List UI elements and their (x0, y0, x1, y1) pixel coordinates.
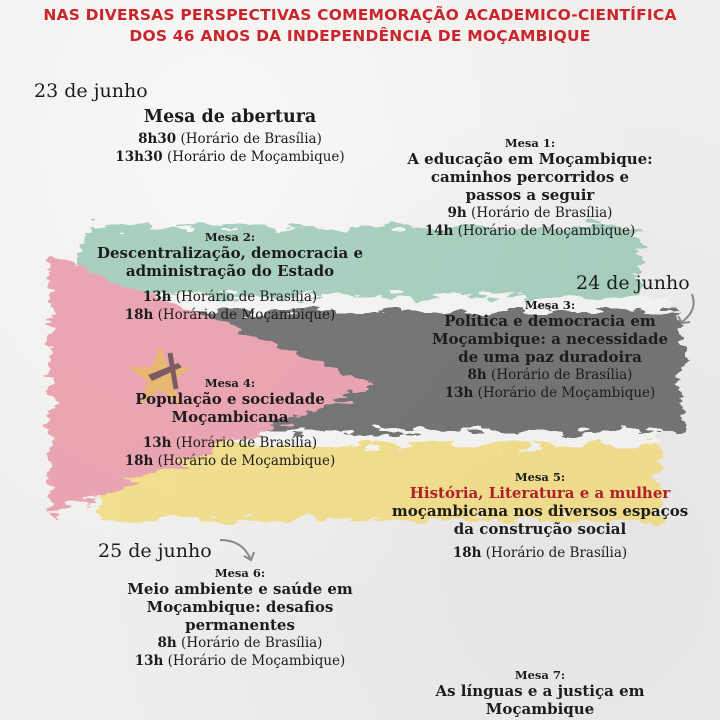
session-title-line: Moçambique: desafios (146, 598, 334, 616)
session-time-mocambique: 13h (Horário de Moçambique) (444, 385, 656, 401)
session-title-line: Moçambique (485, 700, 595, 718)
session-label: Mesa 1: (504, 136, 556, 150)
session-time-brasilia: 9h (Horário de Brasília) (447, 205, 613, 221)
session-title-line: População e sociedade (135, 390, 325, 408)
session-label: Mesa 6: (214, 566, 266, 580)
session-time-mocambique: 18h (Horário de Moçambique) (124, 307, 336, 323)
session-title-line: caminhos percorridos e (430, 168, 630, 186)
session-title-line: Meio ambiente e saúde em (127, 580, 353, 598)
session-title: Mesa de abertura (143, 107, 317, 127)
date-day-1: 23 de junho (34, 80, 148, 102)
session-title-line: Moçambique: a necessidade (431, 330, 669, 348)
session-time-brasilia: 13h (Horário de Brasília) (142, 435, 318, 451)
date-day-2: 24 de junho (576, 272, 690, 294)
session-mesa-2 (80, 230, 380, 324)
session-time-brasilia: 13h (Horário de Brasília) (142, 289, 318, 305)
session-title-line: A educação em Moçambique: (407, 150, 653, 168)
session-title-line: Política e democracia em (444, 312, 656, 330)
session-title-line: História, Literatura e a mulher (409, 484, 671, 502)
session-time-brasilia: 8h (Horário de Brasília) (467, 367, 633, 383)
session-mesa-1 (380, 136, 680, 240)
session-time-brasilia: 8h (Horário de Brasília) (157, 635, 323, 651)
session-title-line: Moçambicana (171, 408, 289, 426)
session-title-line: permanentes (185, 616, 295, 634)
header-line-2: DOS 46 ANOS DA INDEPENDÊNCIA DE MOÇAMBIQUE (129, 27, 591, 45)
session-abertura (110, 106, 350, 166)
session-time-mocambique: 13h30 (Horário de Moçambique) (115, 149, 345, 165)
session-mesa-7 (400, 668, 680, 718)
session-title-line: Descentralização, democracia e (96, 244, 364, 262)
session-title-line: da construção social (453, 520, 627, 538)
session-label: Mesa 4: (204, 376, 256, 390)
session-time-brasilia: 8h30 (Horário de Brasília) (138, 131, 322, 147)
session-mesa-4 (90, 376, 370, 470)
session-time-mocambique: 18h (Horário de Moçambique) (124, 453, 336, 469)
session-label: Mesa 7: (514, 668, 566, 682)
session-title-line: de uma paz duradoira (458, 348, 642, 366)
session-title-line: passos a seguir (465, 186, 595, 204)
curved-arrow-icon (216, 536, 260, 566)
session-time-mocambique: 14h (Horário de Moçambique) (424, 223, 636, 239)
session-label: Mesa 2: (204, 230, 256, 244)
session-mesa-6 (100, 566, 380, 670)
date-day-3: 25 de junho (98, 540, 212, 562)
session-title-line: moçambicana nos diversos espaços (391, 502, 689, 520)
header-line-1: NAS DIVERSAS PERSPECTIVAS COMEMORAÇÃO ACADEMICO-CIENTÍFICA (43, 6, 677, 24)
session-label: Mesa 3: (524, 298, 576, 312)
session-title-line: As línguas e a justiça em (435, 682, 645, 700)
session-label: Mesa 5: (514, 470, 566, 484)
session-time-brasilia: 18h (Horário de Brasília) (452, 545, 628, 561)
session-time-mocambique: 13h (Horário de Moçambique) (134, 653, 346, 669)
session-mesa-3 (410, 298, 690, 402)
session-mesa-5 (380, 470, 700, 562)
session-title-line: administração do Estado (125, 262, 335, 280)
